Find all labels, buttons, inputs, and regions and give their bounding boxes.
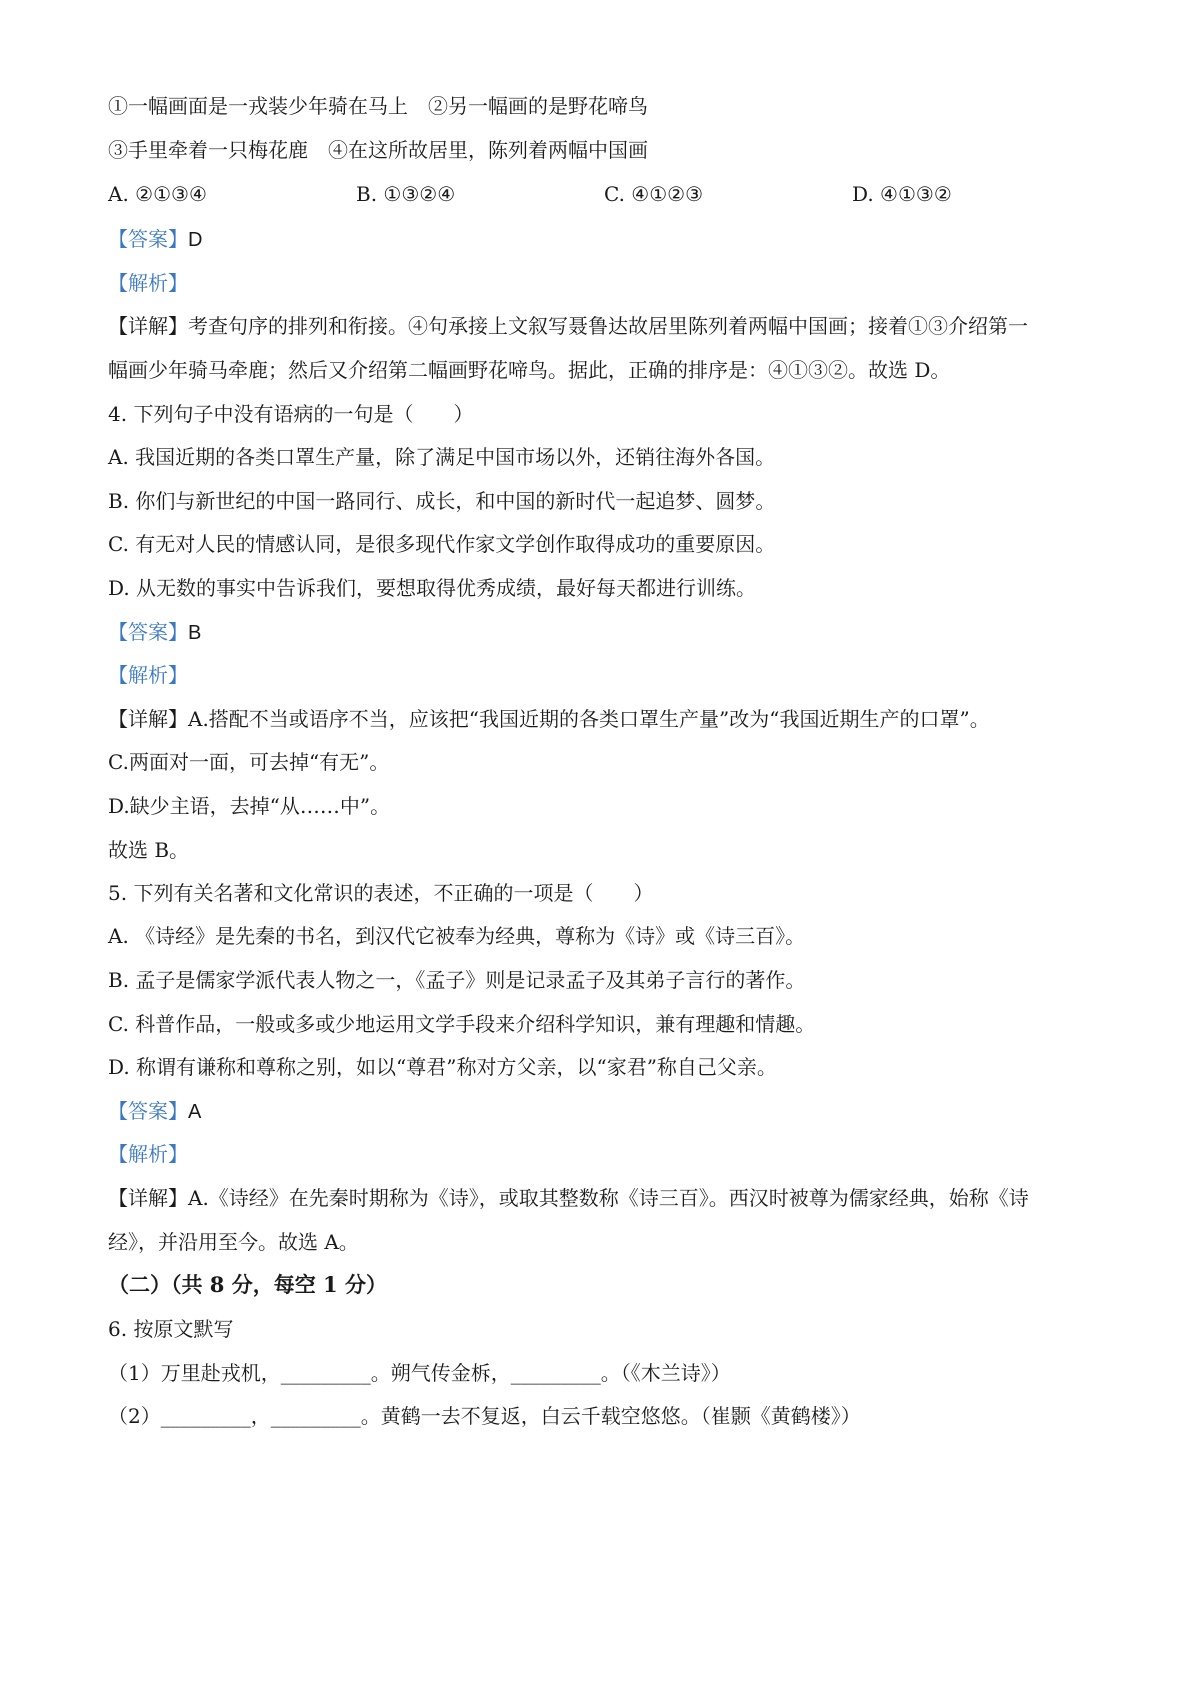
q6-item-1: （1）万里赴戎机，_________。朔气传金柝，_________。（《木兰诗》）: [108, 1361, 731, 1385]
q5-answer: [108, 1097, 201, 1126]
q4-option-b: B. 你们与新世纪的中国一路同行、成长，和中国的新时代一起追梦、圆梦。: [108, 489, 776, 513]
q4-detail-line-4: 故选 B。: [108, 838, 190, 862]
q4-answer: [108, 618, 201, 647]
answer-value: B: [188, 622, 202, 644]
q4-option-d: D. 从无数的事实中告诉我们，要想取得优秀成绩，最好每天都进行训练。: [108, 576, 757, 600]
answer-tag: 【答案】: [108, 620, 188, 644]
answer-tag: 【答案】: [108, 1099, 188, 1123]
answer-value: D: [188, 229, 203, 251]
q3-sentence-line-1: ①一幅画面是一戎装少年骑在马上 ②另一幅画的是野花啼鸟: [108, 94, 648, 118]
q5-analysis-tag: 【解析】: [108, 1142, 188, 1166]
q3-detail-line-1: 【详解】考查句序的排列和衔接。④句承接上文叙写聂鲁达故居里陈列着两幅中国画；接着①③介绍第一: [108, 314, 1028, 338]
q5-option-a: A. 《诗经》是先秦的书名，到汉代它被奉为经典，尊称为《诗》或《诗三百》。: [108, 924, 806, 948]
q5-option-d: D. 称谓有谦称和尊称之别，如以“尊君”称对方父亲，以“家君”称自己父亲。: [108, 1055, 777, 1079]
q3-option-c: C. ④①②③: [604, 182, 704, 206]
q4-option-c: C. 有无对人民的情感认同，是很多现代作家文学创作取得成功的重要原因。: [108, 532, 776, 556]
q4-stem: 4. 下列句子中没有语病的一句是（ ）: [108, 402, 474, 426]
q3-option-a: A. ②①③④: [108, 182, 207, 206]
answer-tag: 【答案】: [108, 227, 188, 251]
answer-value: A: [188, 1101, 202, 1123]
q6-item-2: （2）_________，_________。黄鹤一去不复返，白云千载空悠悠。（崔颢《黄鹤楼》）: [108, 1404, 861, 1428]
q5-option-c: C. 科普作品，一般或多或少地运用文学手段来介绍科学知识，兼有理趣和情趣。: [108, 1012, 816, 1036]
q3-sentence-line-2: ③手里牵着一只梅花鹿 ④在这所故居里，陈列着两幅中国画: [108, 138, 648, 162]
q5-detail-line-2: 经》，并沿用至今。故选 A。: [108, 1230, 359, 1254]
q6-stem: 6. 按原文默写: [108, 1317, 234, 1341]
q4-analysis-tag: 【解析】: [108, 663, 188, 687]
q4-option-a: A. 我国近期的各类口罩生产量，除了满足中国市场以外，还销往海外各国。: [108, 445, 776, 469]
q5-detail-line-1: 【详解】A.《诗经》在先秦时期称为《诗》，或取其整数称《诗三百》。西汉时被尊为儒家经典，始称《诗: [108, 1186, 1029, 1210]
q3-option-d: D. ④①③②: [852, 182, 952, 206]
q5-option-b: B. 孟子是儒家学派代表人物之一，《孟子》则是记录孟子及其弟子言行的著作。: [108, 968, 806, 992]
q4-detail-line-3: D.缺少主语，去掉“从……中”。: [108, 794, 391, 818]
q3-option-b: B. ①③②④: [356, 182, 456, 206]
q3-analysis-tag: 【解析】: [108, 271, 188, 295]
section-heading: （二）（共 8 分，每空 1 分）: [108, 1272, 387, 1297]
q5-stem: 5. 下列有关名著和文化常识的表述，不正确的一项是（ ）: [108, 881, 654, 905]
q3-detail-line-2: 幅画少年骑马牵鹿；然后又介绍第二幅画野花啼鸟。据此，正确的排序是：④①③②。故选 D。: [108, 358, 951, 382]
q3-answer: [108, 225, 202, 254]
q4-detail-line-1: 【详解】A.搭配不当或语序不当，应该把“我国近期的各类口罩生产量”改为“我国近期生产的口罩”。: [108, 707, 990, 731]
q4-detail-line-2: C.两面对一面，可去掉“有无”。: [108, 750, 390, 774]
